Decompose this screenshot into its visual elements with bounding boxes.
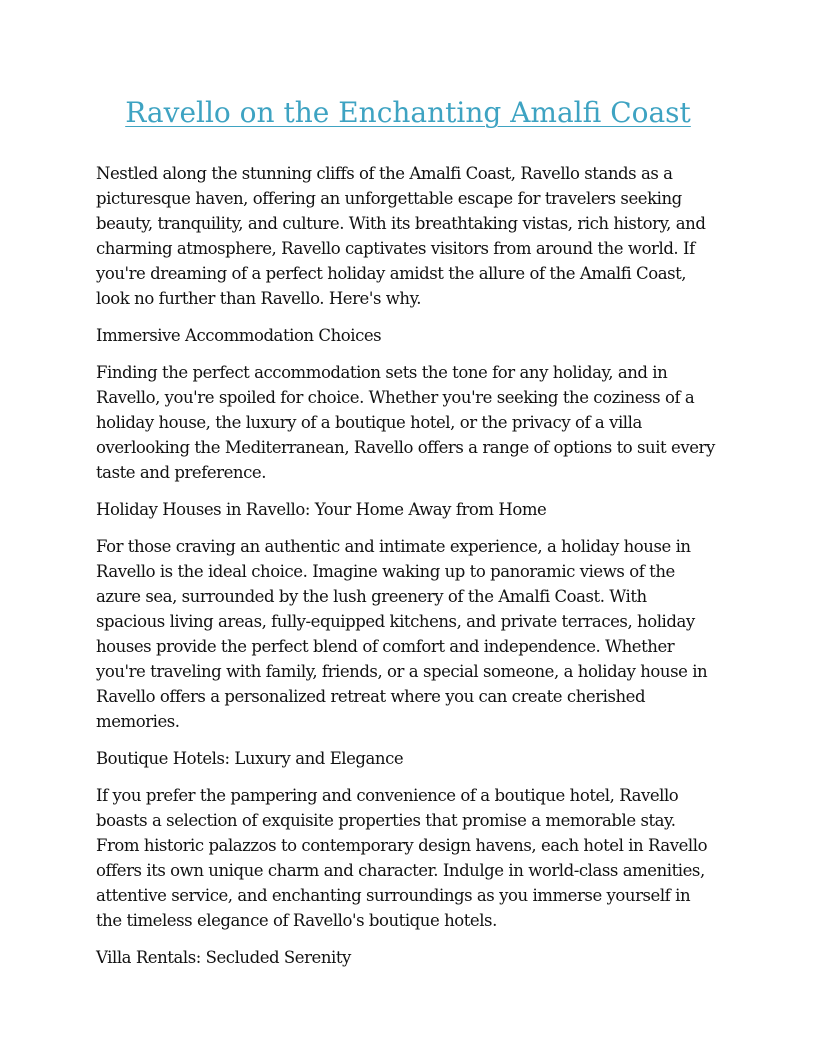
document-title: Ravello on the Enchanting Amalfi Coast bbox=[125, 96, 691, 129]
document-page bbox=[96, 90, 720, 982]
section-heading-boutique-hotels: Boutique Hotels: Luxury and Elegance bbox=[96, 749, 404, 768]
accommodation-paragraph: Finding the perfect accommodation sets the tone for any holiday, and in Ravello, you're spoiled for choice. Whether you're seeking the coziness of a holiday house, the luxury of a boutique hotel, or the privacy of a villa overlooking the Mediterranean, Ravello offers a range of options to suit every taste and preference. bbox=[96, 363, 715, 482]
intro-paragraph: Nestled along the stunning cliffs of the Amalfi Coast, Ravello stands as a picturesque haven, offering an unforgettable escape for travelers seeking beauty, tranquility, and culture. With its breathtaking vistas, rich history, and charming atmosphere, Ravello captivates visitors from around the world. If you're dreaming of a perfect holiday amidst the allure of the Amalfi Coast, look no further than Ravello. Here's why. bbox=[96, 164, 706, 308]
boutique-hotels-paragraph: If you prefer the pampering and convenience of a boutique hotel, Ravello boasts a selection of exquisite properties that promise a memorable stay. From historic palazzos to contemporary design havens, each hotel in Ravello offers its own unique charm and character. Indulge in world-class amenities, attentive service, and enchanting surroundings as you immerse yourself in the timeless elegance of Ravello's boutique hotels. bbox=[96, 786, 708, 930]
section-heading-villa-rentals: Villa Rentals: Secluded Serenity bbox=[96, 948, 351, 967]
holiday-houses-paragraph: For those craving an authentic and intimate experience, a holiday house in Ravello is the ideal choice. Imagine waking up to panoramic views of the azure sea, surrounded by the lush greenery of the Amalfi Coast. With spacious living areas, fully-equipped kitchens, and private terraces, holiday houses provide the perfect blend of comfort and independence. Whether you're traveling with family, friends, or a special someone, a holiday house in Ravello offers a personalized retreat where you can create cherished memories. bbox=[96, 537, 708, 731]
section-heading-accommodation: Immersive Accommodation Choices bbox=[96, 326, 382, 345]
section-heading-holiday-houses: Holiday Houses in Ravello: Your Home Away from Home bbox=[96, 500, 547, 519]
